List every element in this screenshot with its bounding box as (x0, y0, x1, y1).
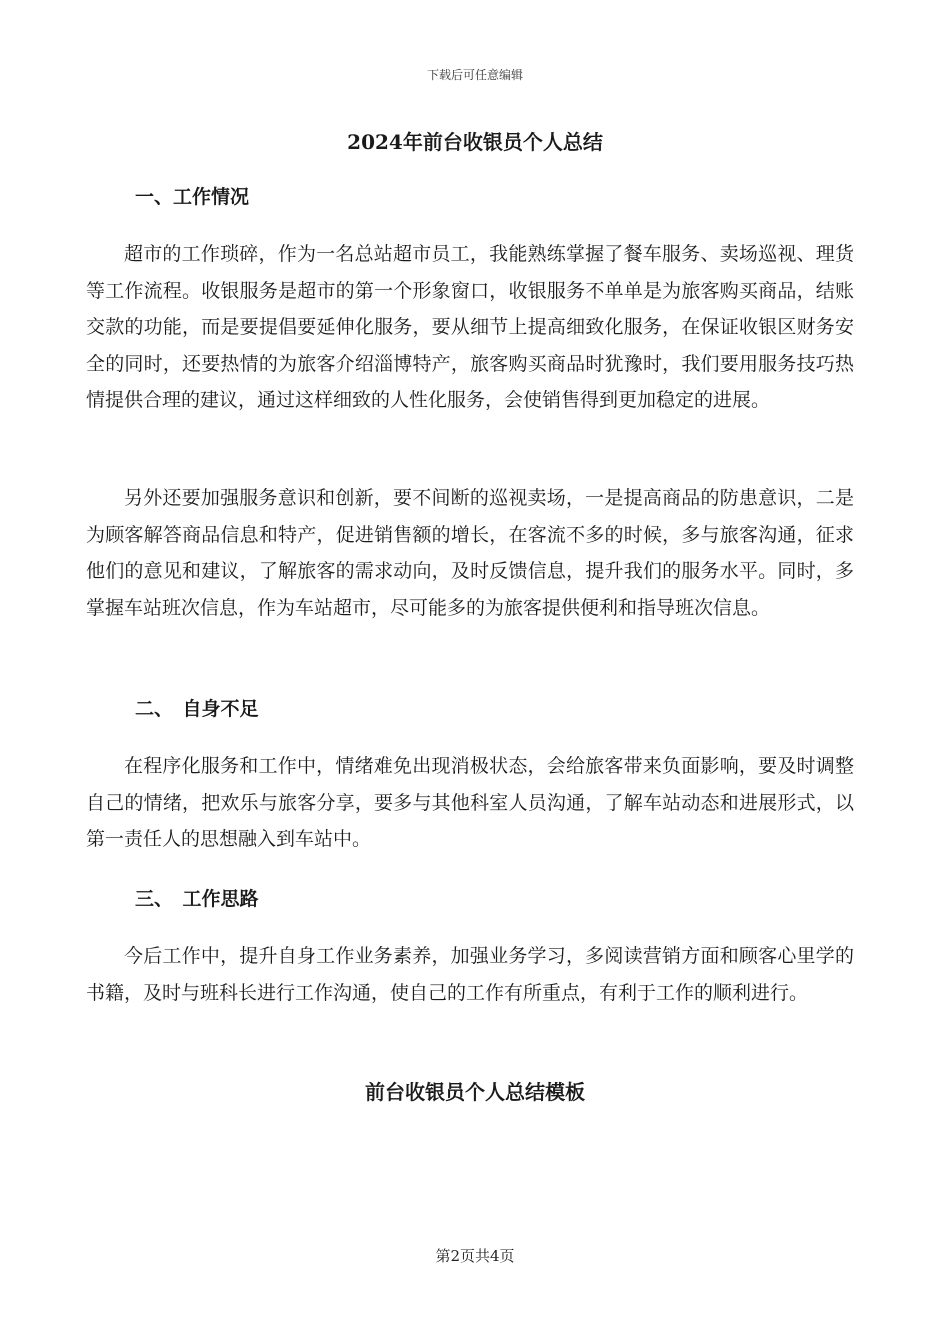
section-heading-work-plan: 三、 工作思路 (135, 888, 259, 910)
section-heading-shortcomings: 二、 自身不足 (135, 698, 259, 720)
paragraph-work-plan: 今后工作中，提升自身工作业务素养，加强业务学习，多阅读营销方面和顾客心里学的书籍，及时与班科长进行工作沟通，使自己的工作有所重点，有利于工作的顺利进行。 (86, 945, 854, 1004)
section-heading-work-status: 一、工作情况 (135, 186, 250, 208)
document-title: 2024年前台收银员个人总结 (347, 130, 603, 154)
header-note: 下载后可任意编辑 (426, 68, 523, 82)
page-number: 第2页共4页 (435, 1247, 515, 1265)
paragraph-work-status-1: 超市的工作琐碎，作为一名总站超市员工，我能熟练掌握了餐车服务、卖场巡视、理货等工作流程。收银服务是超市的第一个形象窗口，收银服务不单单是为旅客购买商品，结账交款的功能，而是要提倡要延伸化服务，要从细节上提高细致化服务，在保证收银区财务安全的同时，还要热情的为旅客介绍淄博特产，旅客购买商品时犹豫时，我们要用服务技巧热情提供合理的建议，通过这样细致的人性化服务，会使销售得到更加稳定的进展。 (86, 243, 854, 412)
paragraph-work-status-2: 另外还要加强服务意识和创新，要不间断的巡视卖场，一是提高商品的防患意识，二是为顾客解答商品信息和特产，促进销售额的增长，在客流不多的时候，多与旅客沟通，征求他们的意见和建议，了解旅客的需求动向，及时反馈信息，提升我们的服务水平。同时，多掌握车站班次信息，作为车站超市，尽可能多的为旅客提供便利和指导班次信息。 (86, 487, 854, 619)
next-document-title: 前台收银员个人总结模板 (365, 1080, 585, 1104)
paragraph-shortcomings: 在程序化服务和工作中，情绪难免出现消极状态，会给旅客带来负面影响，要及时调整自己的情绪，把欢乐与旅客分享，要多与其他科室人员沟通，了解车站动态和进展形式，以第一责任人的思想融入到车站中。 (86, 755, 854, 851)
